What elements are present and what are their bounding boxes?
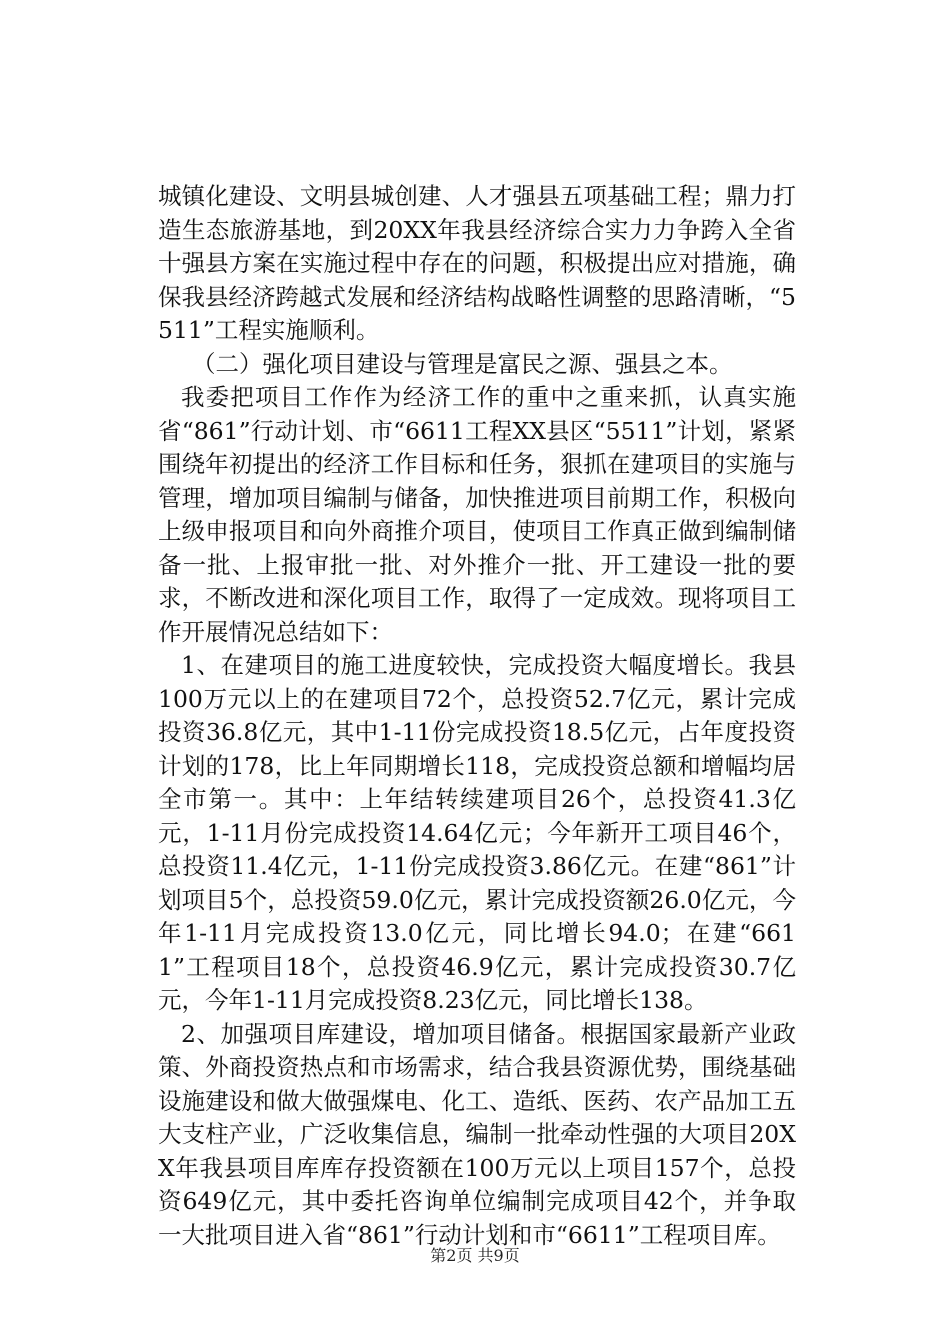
paragraph-continuation: 城镇化建设、文明县城创建、人才强县五项基础工程；鼎力打造生态旅游基地，到20XX年我县经济综合实力力争跨入全省十强县方案在实施过程中存在的问题，积极提出应对措施，确保我县经济跨越式发展和经济结构战略性调整的思路清晰，“5511”工程实施顺利。: [158, 182, 796, 344]
paragraph-intro: 我委把项目工作作为经济工作的重中之重来抓，认真实施省“861”行动计划、市“6611工程XX县区“5511”计划，紧紧围绕年初提出的经济工作目标和任务，狠抓在建项目的实施与管理，增加项目编制与储备，加快推进项目前期工作，积极向上级申报项目和向外商推介项目，使项目工作真正做到编制储备一批、上报审批一批、对外推介一批、开工建设一批的要求，不断改进和深化项目工作，取得了一定成效。现将项目工作开展情况总结如下：: [158, 383, 796, 646]
document-body: [158, 180, 796, 1252]
section-heading: （二）强化项目建设与管理是富民之源、强县之本。: [192, 349, 733, 378]
page-number-footer: 第2页 共9页: [430, 1246, 520, 1265]
paragraph-item-1: 1、在建项目的施工进度较快，完成投资大幅度增长。我县100万元以上的在建项目72个，总投资52.7亿元，累计完成投资36.8亿元，其中1-11份完成投资18.5亿元，占年度投资计划的178，比上年同期增长118，完成投资总额和增幅均居全市第一。其中：上年结转续建项目26个，总投资41.3亿元，1-11月份完成投资14.64亿元；今年新开工项目46个，总投资11.4亿元，1-11份完成投资3.86亿元。在建“861”计划项目5个，总投资59.0亿元，累计完成投资额26.0亿元，今年1-11月完成投资13.0亿元，同比增长94.0；在建“6611”工程项目18个，总投资46.9亿元，累计完成投资30.7亿元，今年1-11月完成投资8.23亿元，同比增长138。: [158, 651, 796, 1014]
paragraph-item-2: 2、加强项目库建设，增加项目储备。根据国家最新产业政策、外商投资热点和市场需求，结合我县资源优势，围绕基础设施建设和做大做强煤电、化工、造纸、医药、农产品加工五大支柱产业，广泛收集信息，编制一批牵动性强的大项目20XX年我县项目库库存投资额在100万元以上项目157个，总投资649亿元，其中委托咨询单位编制完成项目42个，并争取一大批项目进入省“861”行动计划和市“6611”工程项目库。: [158, 1019, 796, 1249]
